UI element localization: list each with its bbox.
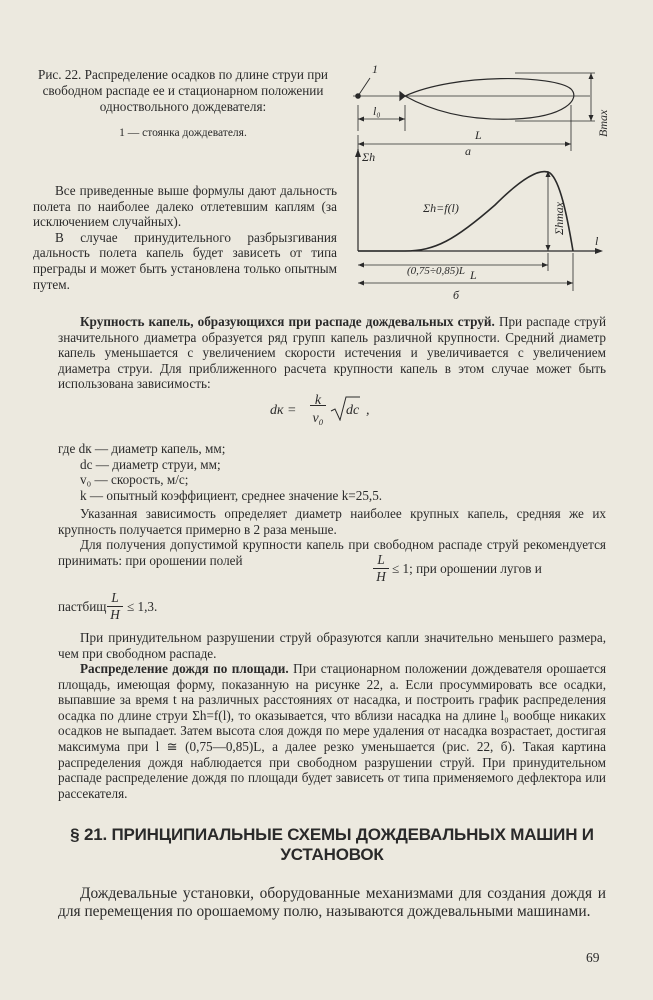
label-a: a: [465, 144, 471, 158]
side-text: [33, 183, 337, 292]
label-l0: l₀: [373, 104, 381, 118]
formula-root: dс: [346, 403, 360, 418]
definition-k: k — опытный коэффициент, среднее значение k=25,5.: [80, 487, 383, 503]
formula-droplet-diameter: [270, 393, 410, 433]
formula-lhs: dк =: [270, 403, 297, 418]
caption-legend: 1 — стоянка дождевателя.: [119, 127, 247, 139]
heading-distribution: Распределение дождя по площади.: [80, 661, 289, 676]
paragraph-distribution: [58, 661, 606, 801]
formula-bar: [310, 405, 326, 406]
label-b: б: [453, 288, 460, 302]
condition-fields: ≤ 1; при орошении лугов и: [392, 561, 542, 576]
label-l-axis: l: [595, 234, 599, 248]
label-L-b: L: [470, 268, 477, 282]
text-section-intro: Дождевальные установки, оборудованные механизмами для создания дождя и для перемещения по орошаемому полю, называются дождевальными машинами.: [58, 885, 606, 921]
leader-1: [358, 78, 370, 96]
definition-v0: v₀ — скорость, м/с;: [80, 472, 189, 488]
nozzle-mark: [400, 92, 405, 100]
label-Bmax: Bmax: [596, 109, 610, 137]
text-forced: При принудительном разрушении струй образуются капли значительно меньшего размера, чем при свободном распаде.: [58, 630, 606, 661]
fraction-fields-den: H: [373, 568, 389, 585]
page-number: 69: [586, 950, 600, 965]
text-distribution: При стационарном положении дождевателя орошается площадь, имеющая форму, показанную на рисунке 22, а. Если просуммировать все осадки, выпавшие за время t на различных расстояниях от насадка, и построить график распределения осадка по длине струи Σh=f(l), то оказывается, что вблизи насадка на длине l₀ вообще никаких осадков не выпадает. Затем высота слоя дождя по мере удаления от насадка возрастает, достигая максимума при l ≅ (0,75—0,85)L, а далее резко уменьшается (рис. 22, б). Такая картина распределения дождя наблюдается при свободном разрушении струй. При принудительном распаде распределение дождя по площади будет зависеть от типа применяемого дефлектора или рассекателя.: [58, 661, 607, 801]
text-pastures: пастбищ: [58, 599, 107, 614]
definition-dk: где dк — диаметр капель, мм;: [58, 441, 226, 456]
figure-caption: [33, 67, 333, 141]
label-sum-h: Σh: [362, 150, 376, 164]
side-paragraph-1: Все приведенные выше формулы дают дальность полета по наиболее далеко отлетевшим каплям (за исключением случайных).: [33, 183, 337, 230]
paragraph-dependency: [58, 506, 606, 537]
caption-text: Рис. 22. Распределение осадков по длине струи при свободном распаде ее и стационарном положении одноствольного дождевателя:: [38, 67, 328, 114]
paragraph-droplet-size: [58, 314, 606, 392]
fraction-fields: [373, 552, 389, 585]
side-paragraph-2: В случае принудительного разбрызгивания дальность полета капель будет зависеть от типа преграды и может быть установлена только опытным путем.: [33, 229, 337, 292]
figure-22-diagram: [345, 55, 620, 305]
fraction-pastures: [107, 590, 123, 623]
wetted-area-outline: [405, 79, 574, 120]
heading-droplet-size: Крупность капель, образующихся при распаде дождевальных струй.: [80, 314, 495, 329]
text-dependency: Указанная зависимость определяет диаметр наиболее крупных капель, средняя же их крупность получается примерно в 2 раза меньше.: [58, 506, 606, 537]
label-sum-hmax: Σhmax: [552, 201, 566, 235]
section-intro: [58, 885, 606, 922]
formula-denominator: v₀: [312, 411, 324, 426]
label-range: (0,75÷0,85)L: [407, 265, 465, 277]
fraction-pastures-num: L: [111, 590, 119, 605]
text-droplet-size: При распаде струй значительного диаметра образуется ряд групп капель различной крупности. Средний диаметр капель уменьшается с увеличением скорости истечения и увеличивается с увеличением диаметра струи. Для приближенного расчета крупности капель в этом случае может быть использована зависимость:: [58, 314, 607, 392]
label-L-a: L: [475, 128, 482, 142]
condition-pastures: ≤ 1,3.: [127, 599, 158, 614]
definition-dc: dс — диаметр струи, мм;: [80, 456, 221, 472]
formula-tail: ,: [366, 403, 370, 418]
paragraph-forced: [58, 630, 606, 661]
formula-numerator: k: [314, 393, 322, 408]
text-recommend: Для получения допустимой крупности капель при свободном распаде струй рекомендуется принимать: при орошении полей: [58, 537, 606, 568]
distribution-curve: [358, 172, 573, 251]
section-heading: § 21. ПРИНЦИПИАЛЬНЫЕ СХЕМЫ ДОЖДЕВАЛЬНЫХ МАШИН И УСТАНОВОК: [70, 825, 594, 864]
label-function: Σh=f(l): [423, 201, 459, 215]
definitions: [58, 441, 382, 503]
fraction-pastures-den: H: [107, 606, 123, 623]
label-1: 1: [372, 62, 378, 76]
fraction-fields-num: L: [377, 552, 385, 567]
